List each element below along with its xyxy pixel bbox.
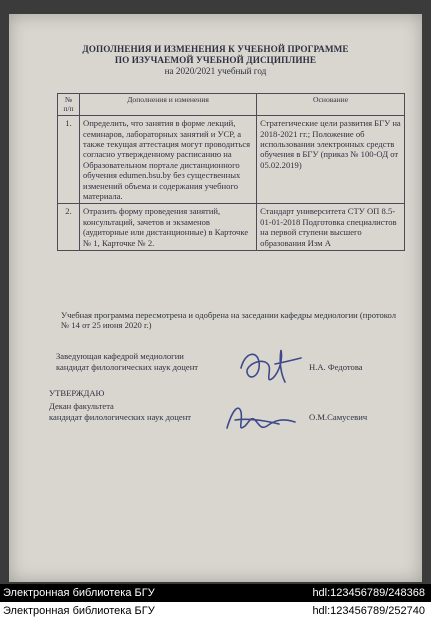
document-title-line1: ДОПОЛНЕНИЯ И ИЗМЕНЕНИЯ К УЧЕБНОЙ ПРОГРАММЕ (82, 44, 349, 54)
dean-position-line2: кандидат филологических наук доцент (49, 412, 192, 422)
document-page (9, 14, 422, 582)
dean-signature (219, 398, 299, 438)
approved-label: УТВЕРЖДАЮ (49, 388, 105, 398)
row-number: 1. (58, 116, 80, 204)
document-title-line2: ПО ИЗУЧАЕМОЙ УЧЕБНОЙ ДИСЦИПЛИНЕ (114, 55, 317, 65)
row-basis: Стандарт университета СТУ ОП 8.5-01-01-2018 Подготовка специалистов на первой ступени высшего образования Изм А (257, 204, 405, 251)
header-basis: Основание (257, 94, 405, 116)
row-number: 2. (58, 204, 80, 251)
row-changes: Отразить форму проведения занятий, консультаций, зачетов и экзаменов (аудиторные или дистанционные) в Карточке № 1, Карточке № 2. (80, 204, 257, 251)
review-note: Учебная программа пересмотрена и одобрена на заседании кафедры медиологии (протокол № 14 от 25 июня 2020 г.) (61, 310, 397, 331)
header-changes: Дополнения и изменения (80, 94, 257, 116)
changes-table (57, 93, 405, 251)
dean-position-line1: Декан факультета (49, 401, 114, 411)
header-num: № п/п (58, 94, 80, 116)
dean-name: О.М.Самусевич (309, 412, 368, 422)
head-signature (235, 342, 305, 390)
library-footer-1 (0, 584, 431, 602)
document-subtitle: на 2020/2021 учебный год (164, 66, 267, 76)
footer-library-name: Электронная библиотека БГУ (3, 605, 155, 617)
table-row (58, 116, 405, 204)
footer-handle: hdl:123456789/248368 (312, 587, 425, 599)
footer-handle: hdl:123456789/252740 (312, 605, 425, 617)
row-basis: Стратегические цели развития БГУ на 2018-2021 гг.; Положение об использовании электронных средств обучения в БГУ (приказ № 100-ОД от 05.02.2019) (257, 116, 405, 204)
row-changes: Определить, что занятия в форме лекций, семинаров, лабораторных занятий и УСР, а также текущая аттестация могут проводиться согласно утвержденному расписанию на Образовательном портале дистанционного обучения edumen.bsu.by без существенных изменений объема и содержания учебного материала. (80, 116, 257, 204)
head-position-line1: Заведующая кафедрой медиологии (56, 351, 184, 361)
table-row (58, 204, 405, 251)
table-header-row (58, 94, 405, 116)
footer-library-name: Электронная библиотека БГУ (3, 587, 155, 599)
head-position-line2: кандидат филологических наук доцент (56, 362, 199, 372)
head-name: Н.А. Федотова (309, 362, 363, 372)
library-footer-2 (0, 602, 431, 620)
